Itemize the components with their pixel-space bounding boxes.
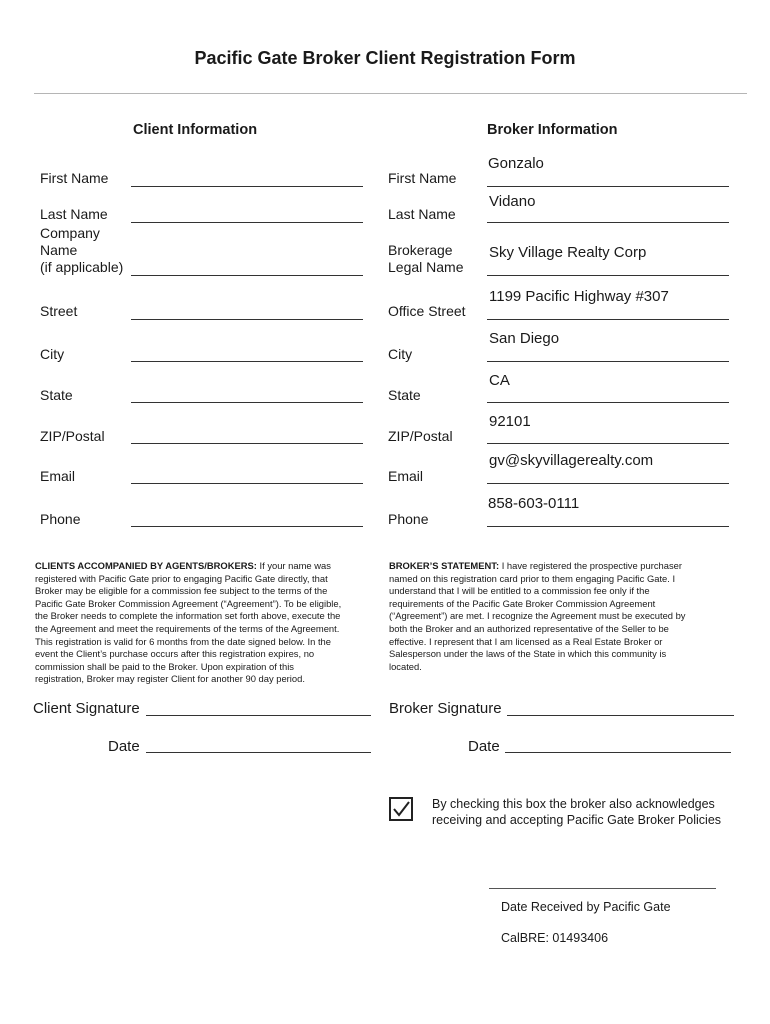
broker-statement-line: both the Broker and an authorized representative of the Seller to be (389, 622, 669, 634)
broker-statement-line: BROKER’S STATEMENT: I have registered the prospective purchaser (389, 560, 682, 571)
broker-last-name-value: Vidano (489, 193, 536, 210)
broker-brokerage-value: Sky Village Realty Corp (489, 244, 647, 261)
checkmark-icon (391, 799, 411, 819)
broker-signature-label: Broker Signature (389, 700, 502, 717)
acknowledgement-line1: By checking this box the broker also acknowledges (432, 797, 715, 811)
clients-note-line: the Agreement and meet the requirements of the terms of the Agreement. (35, 622, 340, 634)
broker-statement-line: requirements of the Pacific Gate Broker Commission Agreement (389, 597, 656, 609)
broker-statement-line: Salesperson under the laws of the State in which this community is (389, 648, 667, 660)
clients-note-line: event the Client’s purchase occurs after this registration expires, no (35, 648, 315, 660)
date-received-field[interactable] (489, 888, 716, 889)
clients-note-line: Pacific Gate Broker Commission Agreement (“Agreement”). To be eligible, (35, 597, 342, 609)
client-first-name-label: First Name (40, 170, 109, 186)
broker-city-field[interactable] (487, 361, 729, 362)
broker-statement-line: located. (389, 660, 422, 672)
broker-brokerage-field[interactable] (487, 275, 729, 276)
client-state-field[interactable] (131, 402, 363, 403)
client-city-label: City (40, 346, 65, 362)
clients-note-heading: CLIENTS ACCOMPANIED BY AGENTS/BROKERS: (35, 560, 257, 571)
broker-last-name-field[interactable] (487, 222, 729, 223)
policy-acknowledgement-checkbox[interactable] (389, 797, 413, 821)
client-city-field[interactable] (131, 361, 363, 362)
client-email-label: Email (40, 468, 76, 484)
client-info-heading: Client Information (133, 122, 258, 138)
clients-note-line: registration, Broker may register Client for another 90 day period. (35, 673, 305, 685)
broker-state-field[interactable] (487, 402, 729, 403)
acknowledgement-line2: receiving and accepting Pacific Gate Broker Policies (432, 813, 722, 827)
acknowledgement-text (432, 796, 721, 828)
client-phone-label: Phone (40, 511, 81, 527)
broker-state-value: CA (489, 372, 510, 389)
client-zip-label: ZIP/Postal (40, 428, 105, 444)
client-zip-field[interactable] (131, 443, 363, 444)
broker-brokerage-label-line2: Legal Name (388, 259, 464, 275)
broker-phone-field[interactable] (487, 526, 729, 527)
clients-note-line: This registration is valid for 6 months from the date signed below. In the (35, 635, 331, 647)
calbre-number: CalBRE: 01493406 (501, 931, 609, 945)
client-signature-label: Client Signature (33, 700, 140, 717)
client-company-label-line3: (if applicable) (40, 259, 124, 275)
broker-email-value: gv@skyvillagerealty.com (489, 452, 654, 469)
broker-info-heading: Broker Information (487, 122, 618, 138)
client-email-field[interactable] (131, 483, 363, 484)
broker-statement-line: understand that I will be entitled to a commission fee only if the (389, 585, 650, 597)
broker-phone-value: 858-603-0111 (488, 495, 580, 512)
client-state-label: State (40, 387, 73, 403)
broker-street-value: 1199 Pacific Highway #307 (489, 288, 669, 305)
broker-statement-line: (“Agreement”) are met. I recognize the Agreement must be executed by (389, 610, 686, 622)
clients-note-line: CLIENTS ACCOMPANIED BY AGENTS/BROKERS: If your name was (35, 560, 331, 571)
broker-email-label: Email (388, 468, 424, 484)
broker-first-name-field[interactable] (487, 186, 729, 187)
client-last-name-field[interactable] (131, 222, 363, 223)
broker-brokerage-label (388, 242, 464, 276)
client-date-field[interactable] (146, 752, 371, 753)
client-street-label: Street (40, 303, 78, 319)
broker-first-name-label: First Name (388, 170, 457, 186)
date-received-label: Date Received by Pacific Gate (501, 900, 671, 914)
broker-statement-line: named on this registration card prior to them engaging Pacific Gate. I (389, 572, 676, 584)
client-company-label-line2: Name (40, 242, 78, 258)
broker-zip-value: 92101 (489, 413, 531, 430)
broker-date-field[interactable] (505, 752, 731, 753)
clients-note-line: the Broker needs to complete the information set forth above, execute the (35, 610, 341, 622)
clients-note-line: Broker may be eligible for a commission fee subject to the terms of the (35, 585, 328, 597)
client-phone-field[interactable] (131, 526, 363, 527)
broker-statement-heading: BROKER’S STATEMENT: (389, 560, 500, 571)
title-divider (34, 93, 747, 94)
client-street-field[interactable] (131, 319, 363, 320)
broker-email-field[interactable] (487, 483, 729, 484)
broker-zip-field[interactable] (487, 443, 729, 444)
form-title: Pacific Gate Broker Client Registration Form (194, 48, 576, 68)
broker-date-label: Date (468, 738, 500, 755)
client-signature-field[interactable] (146, 715, 371, 716)
broker-zip-label: ZIP/Postal (388, 428, 453, 444)
clients-note-line: registered with Pacific Gate prior to engaging Pacific Gate directly, that (35, 572, 328, 584)
clients-accompanied-paragraph (35, 560, 380, 686)
broker-brokerage-label-line1: Brokerage (388, 242, 453, 258)
broker-state-label: State (388, 387, 421, 403)
broker-street-label: Office Street (388, 303, 466, 319)
client-date-label: Date (108, 738, 140, 755)
clients-note-line: commission shall be paid to the Broker. Upon expiration of this (35, 660, 294, 672)
broker-phone-label: Phone (388, 511, 429, 527)
broker-street-field[interactable] (487, 319, 729, 320)
broker-statement-paragraph (389, 560, 734, 673)
client-company-label (40, 225, 123, 276)
client-company-label-line1: Company (40, 225, 100, 241)
broker-signature-field[interactable] (507, 715, 734, 716)
broker-statement-line: effective. I represent that I am licensed as a Real Estate Broker or (389, 635, 663, 647)
broker-city-label: City (388, 346, 413, 362)
broker-first-name-value: Gonzalo (488, 155, 544, 172)
broker-last-name-label: Last Name (388, 206, 456, 222)
client-company-field[interactable] (131, 275, 363, 276)
client-last-name-label: Last Name (40, 206, 108, 222)
broker-city-value: San Diego (489, 330, 560, 347)
client-first-name-field[interactable] (131, 186, 363, 187)
